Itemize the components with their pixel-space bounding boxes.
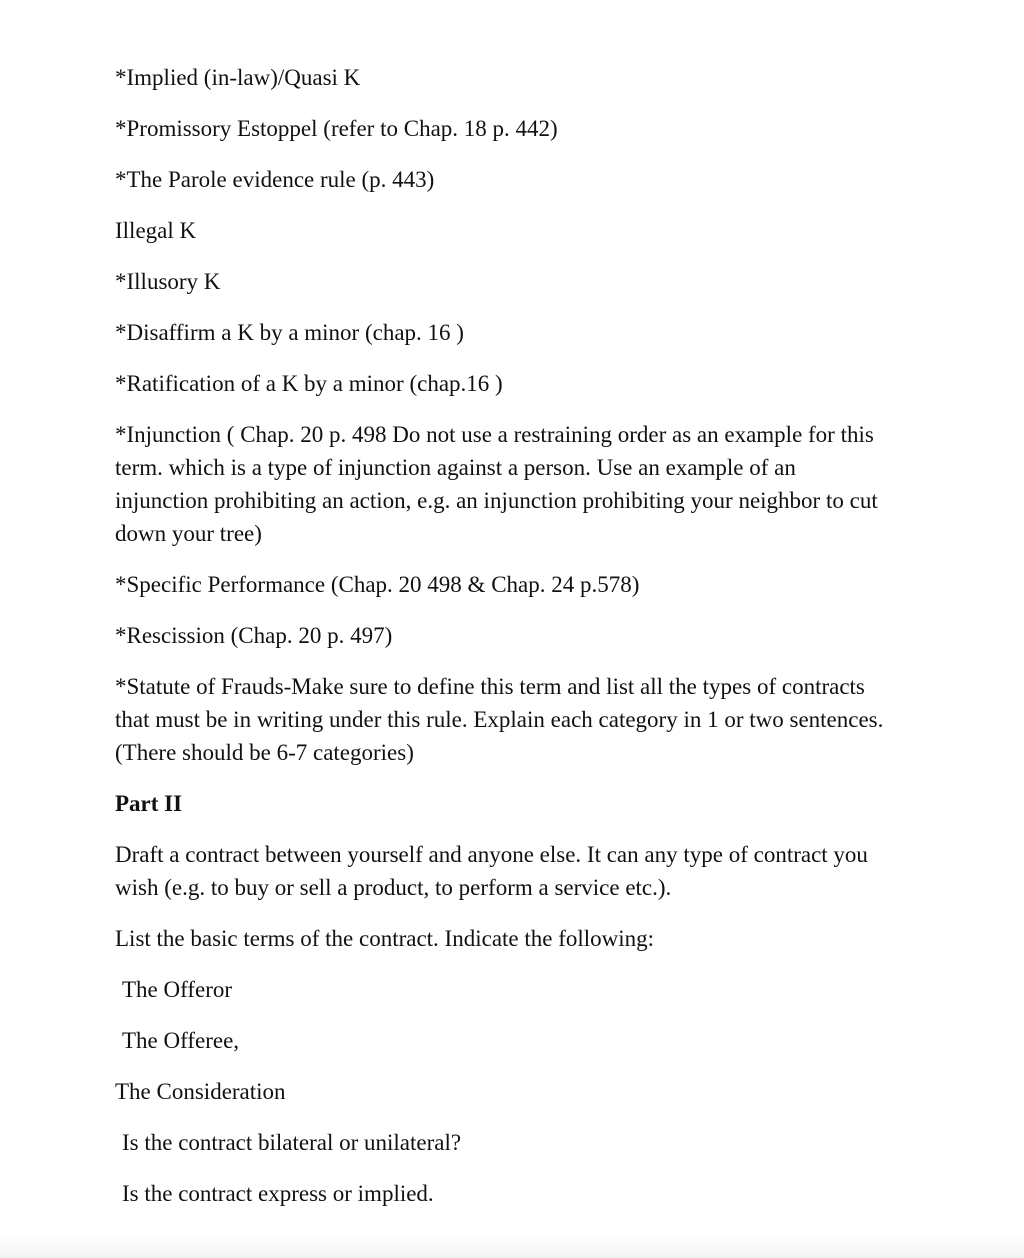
text-line: injunction prohibiting an action, e.g. an injunction prohibiting your neighbor to cut (115, 488, 878, 513)
text-line: that must be in writing under this rule. Explain each category in 1 or two sentences. (115, 707, 884, 732)
text-line: *The Parole evidence rule (p. 443) (115, 167, 435, 192)
term-item (115, 61, 975, 94)
text-line: *Illusory K (115, 269, 221, 294)
term-item (115, 214, 975, 247)
document-page (115, 61, 975, 1228)
term-item (115, 163, 975, 196)
text-line: Illegal K (115, 218, 197, 243)
text-line: term. which is a type of injunction against a person. Use an example of an (115, 455, 796, 480)
part-ii-intro (115, 838, 975, 904)
text-line: *Statute of Frauds-Make sure to define this term and list all the types of contracts (115, 674, 865, 699)
text-line: *Ratification of a K by a minor (chap.16 ) (115, 371, 503, 396)
term-item (115, 619, 975, 652)
text-line: down your tree) (115, 521, 262, 546)
text-line: *Rescission (Chap. 20 p. 497) (115, 623, 393, 648)
part-ii-heading: Part II (115, 791, 183, 816)
item-express: Is the contract express or implied. (122, 1181, 434, 1206)
text-line: *Specific Performance (Chap. 20 498 & Chap. 24 p.578) (115, 572, 640, 597)
item-offeree: The Offeree, (122, 1028, 240, 1053)
item-offeror: The Offeror (122, 977, 233, 1002)
text-line: *Implied (in-law)/Quasi K (115, 65, 361, 90)
term-item (115, 670, 975, 769)
term-item (115, 418, 975, 550)
term-item (115, 367, 975, 400)
term-item (115, 316, 975, 349)
text-line: *Injunction ( Chap. 20 p. 498 Do not use a restraining order as an example for this (115, 422, 874, 447)
text-line: (There should be 6-7 categories) (115, 740, 414, 765)
text-line: Draft a contract between yourself and anyone else. It can any type of contract you (115, 842, 868, 867)
page-bottom-edge (0, 1236, 1024, 1258)
text-line: *Disaffirm a K by a minor (chap. 16 ) (115, 320, 464, 345)
terms-list (115, 61, 975, 769)
term-item (115, 112, 975, 145)
item-bilateral: Is the contract bilateral or unilateral? (122, 1130, 462, 1155)
item-consideration: The Consideration (115, 1079, 286, 1104)
term-item (115, 568, 975, 601)
part-ii-instruction: List the basic terms of the contract. Indicate the following: (115, 926, 655, 951)
term-item (115, 265, 975, 298)
text-line: *Promissory Estoppel (refer to Chap. 18 p. 442) (115, 116, 558, 141)
text-line: wish (e.g. to buy or sell a product, to perform a service etc.). (115, 875, 672, 900)
